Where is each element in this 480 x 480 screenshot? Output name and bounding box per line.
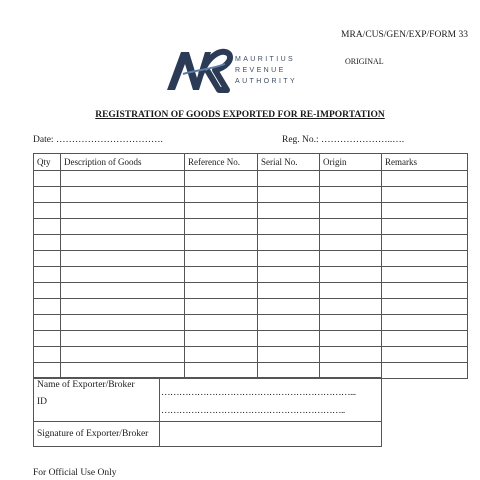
- table-row: [34, 171, 468, 187]
- cell-remarks[interactable]: [382, 171, 468, 187]
- cell-qty[interactable]: [34, 171, 61, 187]
- cell-reference[interactable]: [185, 187, 258, 203]
- cell-reference[interactable]: [185, 203, 258, 219]
- cell-reference[interactable]: [185, 283, 258, 299]
- cell-serial[interactable]: [258, 235, 320, 251]
- cell-remarks[interactable]: [382, 267, 468, 283]
- cell-reference[interactable]: [185, 251, 258, 267]
- cell-reference[interactable]: [185, 331, 258, 347]
- cell-reference[interactable]: [185, 235, 258, 251]
- cell-qty[interactable]: [34, 347, 61, 363]
- cell-description[interactable]: [61, 203, 185, 219]
- signature-label: Signature of Exporter/Broker: [37, 429, 149, 439]
- logo-line-2: REVENUE: [235, 67, 286, 74]
- cell-remarks[interactable]: [382, 219, 468, 235]
- cell-description[interactable]: [61, 267, 185, 283]
- cell-serial[interactable]: [258, 315, 320, 331]
- cell-remarks[interactable]: [382, 203, 468, 219]
- exporter-section: [33, 377, 382, 447]
- cell-reference[interactable]: [185, 315, 258, 331]
- exporter-id-label: ID: [37, 397, 48, 407]
- cell-qty[interactable]: [34, 331, 61, 347]
- exporter-divider-vertical: [159, 378, 160, 446]
- cell-qty[interactable]: [34, 299, 61, 315]
- cell-origin[interactable]: [320, 235, 382, 251]
- cell-description[interactable]: [61, 299, 185, 315]
- cell-remarks[interactable]: [382, 315, 468, 331]
- table-row: [34, 315, 468, 331]
- goods-table: [33, 153, 468, 379]
- cell-reference[interactable]: [185, 299, 258, 315]
- cell-description[interactable]: [61, 283, 185, 299]
- table-row: [34, 331, 468, 347]
- cell-qty[interactable]: [34, 187, 61, 203]
- cell-serial[interactable]: [258, 331, 320, 347]
- cell-origin[interactable]: [320, 219, 382, 235]
- table-row: [34, 187, 468, 203]
- exporter-divider-horizontal: [34, 421, 381, 422]
- cell-origin[interactable]: [320, 299, 382, 315]
- cell-qty[interactable]: [34, 203, 61, 219]
- cell-qty[interactable]: [34, 251, 61, 267]
- goods-table-body: [34, 171, 468, 379]
- exporter-id-field[interactable]: ……………………………………………………..: [161, 406, 345, 416]
- cell-remarks[interactable]: [382, 299, 468, 315]
- cell-origin[interactable]: [320, 267, 382, 283]
- table-row: [34, 251, 468, 267]
- date-field[interactable]: Date: …………………………….: [33, 135, 163, 145]
- cell-qty[interactable]: [34, 283, 61, 299]
- cell-qty[interactable]: [34, 267, 61, 283]
- cell-description[interactable]: [61, 219, 185, 235]
- cell-origin[interactable]: [320, 331, 382, 347]
- cell-description[interactable]: [61, 315, 185, 331]
- exporter-name-label: Name of Exporter/Broker: [37, 380, 135, 390]
- cell-remarks[interactable]: [382, 283, 468, 299]
- cell-qty[interactable]: [34, 219, 61, 235]
- logo-line-3: AUTHORITY: [235, 78, 298, 85]
- cell-origin[interactable]: [320, 187, 382, 203]
- col-description: Description of Goods: [61, 154, 185, 171]
- table-row: [34, 283, 468, 299]
- form-title: REGISTRATION OF GOODS EXPORTED FOR RE-IMPORTATION: [95, 110, 385, 120]
- cell-remarks[interactable]: [382, 331, 468, 347]
- cell-origin[interactable]: [320, 203, 382, 219]
- cell-description[interactable]: [61, 331, 185, 347]
- cell-serial[interactable]: [258, 299, 320, 315]
- cell-remarks[interactable]: [382, 235, 468, 251]
- col-origin: Origin: [320, 154, 382, 171]
- cell-reference[interactable]: [185, 171, 258, 187]
- mra-logo-icon: [165, 44, 235, 94]
- cell-remarks[interactable]: [382, 363, 468, 379]
- logo-line-1: MAURITIUS: [235, 56, 296, 63]
- cell-origin[interactable]: [320, 315, 382, 331]
- cell-remarks[interactable]: [382, 187, 468, 203]
- table-header-row: [34, 154, 468, 171]
- form-code: MRA/CUS/GEN/EXP/FORM 33: [341, 30, 468, 40]
- cell-serial[interactable]: [258, 267, 320, 283]
- col-reference: Reference No.: [185, 154, 258, 171]
- cell-serial[interactable]: [258, 283, 320, 299]
- cell-description[interactable]: [61, 235, 185, 251]
- cell-serial[interactable]: [258, 347, 320, 363]
- cell-description[interactable]: [61, 187, 185, 203]
- col-qty: Qty: [34, 154, 61, 171]
- cell-serial[interactable]: [258, 251, 320, 267]
- table-row: [34, 219, 468, 235]
- table-row: [34, 235, 468, 251]
- cell-reference[interactable]: [185, 347, 258, 363]
- official-use-label: For Official Use Only: [33, 468, 117, 478]
- cell-origin[interactable]: [320, 171, 382, 187]
- cell-description[interactable]: [61, 347, 185, 363]
- cell-origin[interactable]: [320, 251, 382, 267]
- cell-serial[interactable]: [258, 219, 320, 235]
- cell-description[interactable]: [61, 171, 185, 187]
- cell-reference[interactable]: [185, 267, 258, 283]
- logo-wordmark: [235, 54, 297, 87]
- original-label: ORIGINAL: [345, 57, 384, 66]
- cell-qty[interactable]: [34, 315, 61, 331]
- col-serial: Serial No.: [258, 154, 320, 171]
- exporter-name-field[interactable]: ………………………………………………………...: [161, 388, 356, 398]
- cell-remarks[interactable]: [382, 347, 468, 363]
- cell-remarks[interactable]: [382, 251, 468, 267]
- cell-reference[interactable]: [185, 219, 258, 235]
- cell-serial[interactable]: [258, 203, 320, 219]
- table-row: [34, 203, 468, 219]
- mra-logo: [165, 44, 298, 94]
- reg-no-field[interactable]: Reg. No.: …………………..….: [282, 135, 405, 145]
- cell-description[interactable]: [61, 251, 185, 267]
- table-row: [34, 299, 468, 315]
- cell-qty[interactable]: [34, 235, 61, 251]
- cell-origin[interactable]: [320, 347, 382, 363]
- cell-serial[interactable]: [258, 187, 320, 203]
- cell-origin[interactable]: [320, 283, 382, 299]
- table-row: [34, 267, 468, 283]
- col-remarks: Remarks: [382, 154, 468, 171]
- cell-serial[interactable]: [258, 171, 320, 187]
- table-row: [34, 347, 468, 363]
